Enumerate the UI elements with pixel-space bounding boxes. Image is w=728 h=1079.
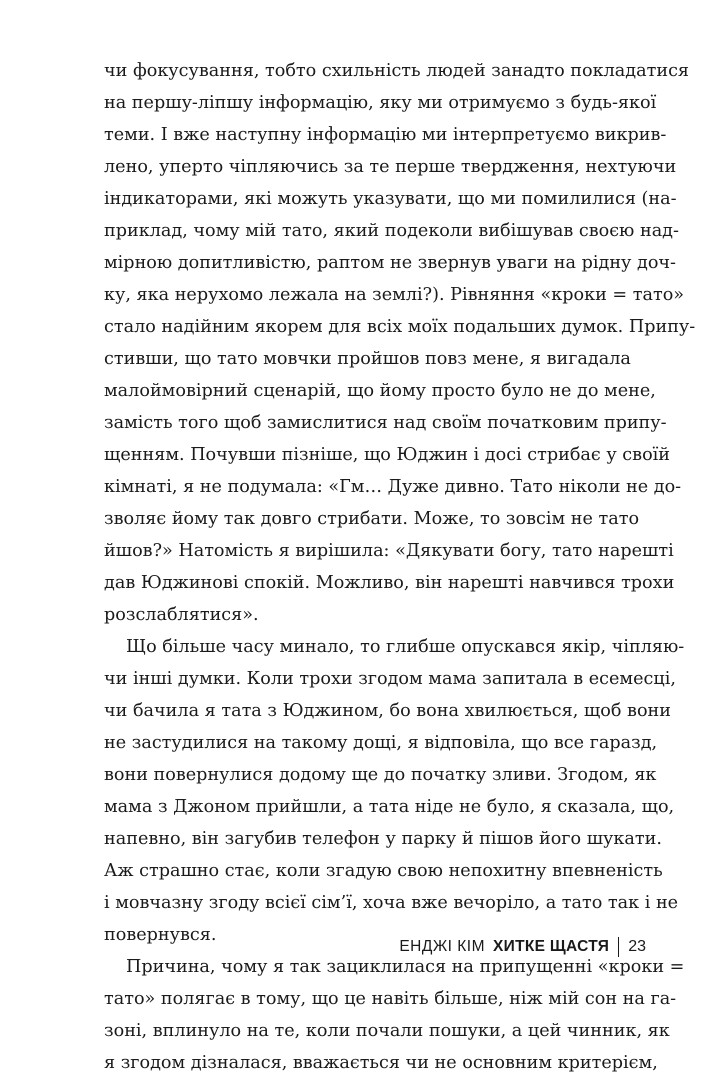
text-line: йшов?» Натомість я вирішила: «Дякувати богу, тато нарешті bbox=[104, 541, 674, 561]
text-line: Аж страшно стає, коли згадую свою непохитну впевненість bbox=[104, 861, 663, 881]
paragraph-first-line: Що більше часу минало, то глибше опускався якір, чіпляю- bbox=[126, 637, 685, 657]
text-line: зоні, вплинуло на те, коли почали пошуки, а цей чинник, як bbox=[104, 1021, 670, 1041]
paragraph-end-line: повернувся. bbox=[104, 925, 217, 945]
text-line: стало надійним якорем для всіх моїх подальших думок. Припу- bbox=[104, 317, 696, 337]
text-line: і мовчазну згоду всієї сім’ї, хоча вже вечоріло, а тато так і не bbox=[104, 893, 679, 913]
text-line: замість того щоб замислитися над своїм початковим припу- bbox=[104, 413, 667, 433]
text-line: кімнаті, я не подумала: «Гм… Дуже дивно. Тато ніколи не до- bbox=[104, 477, 682, 497]
text-line: чи бачила я тата з Юджином, бо вона хвилюється, щоб вони bbox=[104, 701, 672, 721]
text-line: малоймовірний сценарій, що йому просто було не до мене, bbox=[104, 381, 656, 401]
text-line: дав Юджинові спокій. Можливо, він нарешті навчився трохи bbox=[104, 573, 675, 593]
text-line: мама з Джоном прийшли, а тата ніде не було, я сказала, що, bbox=[104, 797, 675, 817]
text-line: вони повернулися додому ще до початку зливи. Згодом, як bbox=[104, 765, 657, 785]
text-line: стивши, що тато мовчки пройшов повз мене, я вигадала bbox=[104, 349, 631, 369]
text-line: тато» полягає в тому, що це навіть більше, ніж мій сон на га- bbox=[104, 989, 677, 1009]
text-line: зволяє йому так довго стрибати. Може, то зовсім не тато bbox=[104, 509, 640, 529]
text-line: чи інші думки. Коли трохи згодом мама запитала в есемесці, bbox=[104, 669, 676, 689]
text-line: приклад, чому мій тато, який подеколи вибішував своєю над- bbox=[104, 221, 679, 241]
text-line: теми. І вже наступну інформацію ми інтерпретуємо викрив- bbox=[104, 125, 667, 145]
text-line: індикаторами, які можуть указувати, що ми помилилися (на- bbox=[104, 189, 677, 209]
text-line: напевно, він загубив телефон у парку й пішов його шукати. bbox=[104, 829, 662, 849]
running-footer bbox=[399, 936, 646, 958]
text-line: я згодом дізналася, вважається чи не основним критерієм, bbox=[104, 1053, 658, 1073]
text-line: ку, яка нерухомо лежала на землі?). Рівняння «кроки = тато» bbox=[104, 285, 685, 305]
paragraph-first-line: Причина, чому я так зациклилася на припущенні «кроки = bbox=[126, 957, 685, 977]
text-line: не застудилися на такому дощі, я відповіла, що все гаразд, bbox=[104, 733, 658, 753]
footer-divider bbox=[618, 937, 619, 957]
text-line: на першу-ліпшу інформацію, яку ми отримуємо з будь-якої bbox=[104, 93, 657, 113]
footer-author: ЕНДЖІ КІМ bbox=[399, 938, 486, 955]
text-line: лено, уперто чіпляючись за те перше твердження, нехтуючи bbox=[104, 157, 677, 177]
paragraph-end-line: розслаблятися». bbox=[104, 605, 259, 625]
text-line: щенням. Почувши пізніше, що Юджин і досі стрибає у своїй bbox=[104, 445, 671, 465]
text-line: чи фокусування, тобто схильність людей занадто покладатися bbox=[104, 61, 690, 81]
page-number: 23 bbox=[628, 938, 646, 955]
footer-book-title: ХИТКЕ ЩАСТЯ bbox=[493, 938, 610, 955]
text-line: мірною допитливістю, раптом не звернув уваги на рідну доч- bbox=[104, 253, 676, 273]
